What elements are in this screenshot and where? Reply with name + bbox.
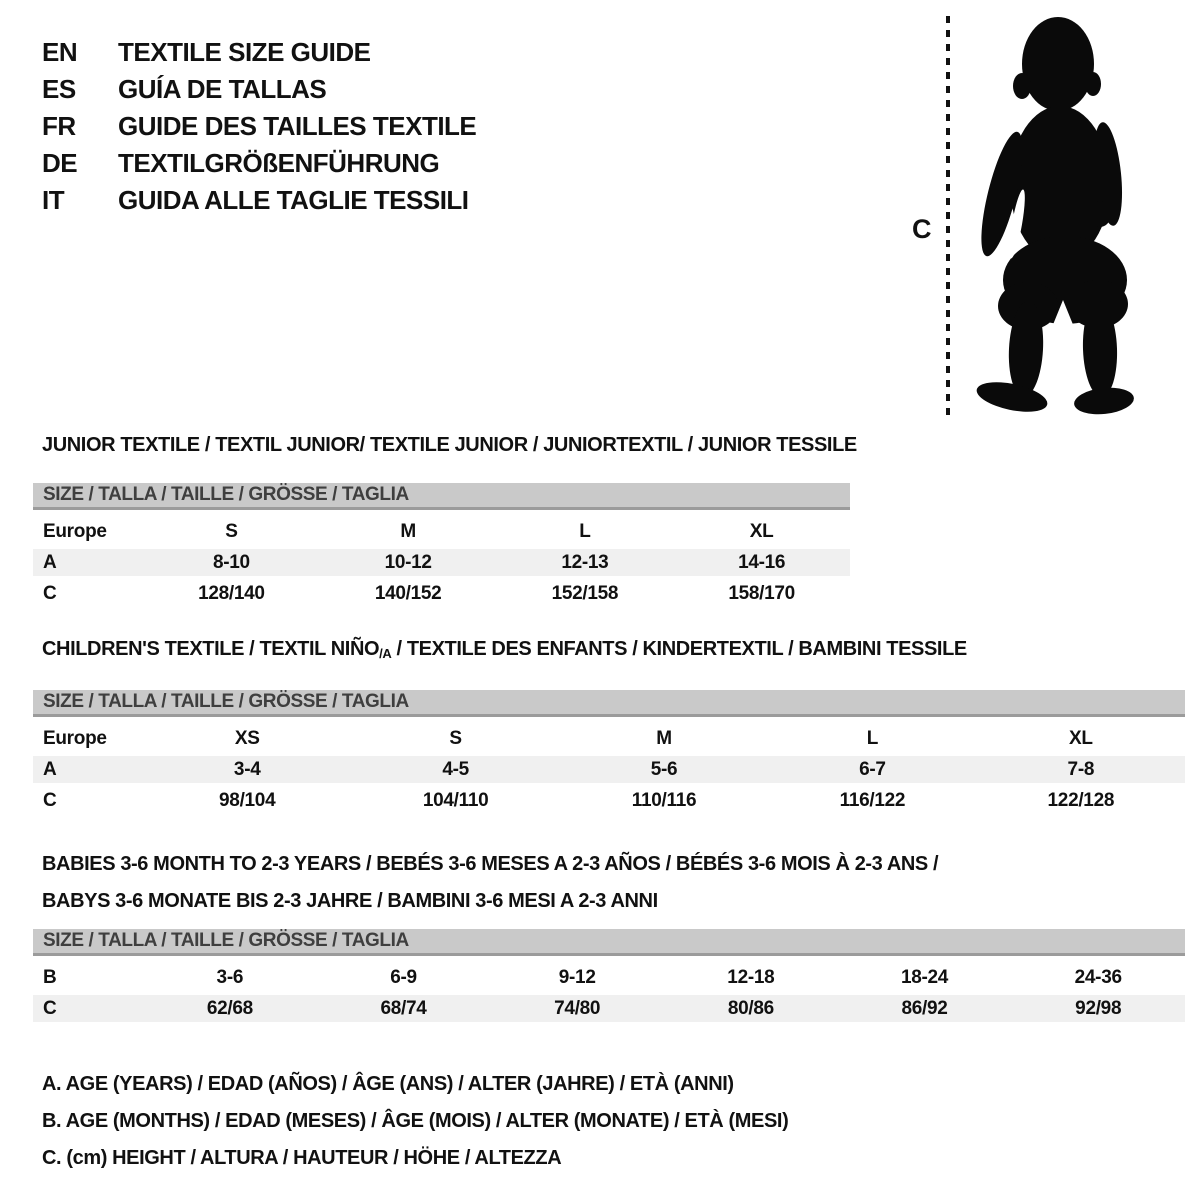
junior-section-title: JUNIOR TEXTILE / TEXTIL JUNIOR/ TEXTILE JUNIOR / JUNIORTEXTIL / JUNIOR TESSILE [42,434,857,456]
cell-value: 158/170 [728,582,795,604]
language-line-fr [42,108,476,145]
children-title-part2: / TEXTILE DES ENFANTS / KINDERTEXTIL / BAMBINI TESSILE [391,638,967,660]
size-header-bar: SIZE / TALLA / TAILLE / GRÖSSE / TAGLIA [33,483,850,510]
cell-value: 24-36 [1074,966,1122,988]
cell-value: 3-4 [233,758,261,780]
column-header-size: M [400,520,416,542]
cell-value: 128/140 [198,582,265,604]
size-header-bar: SIZE / TALLA / TAILLE / GRÖSSE / TAGLIA [33,690,1185,717]
cell-value: 14-16 [738,551,786,573]
language-title-list [42,34,476,219]
cell-value: 6-7 [859,758,886,780]
table-row-height [33,580,850,607]
cell-value: 98/104 [219,789,276,811]
cell-value: 116/122 [839,789,906,811]
language-title: TEXTILGRÖßENFÜHRUNG [118,148,440,178]
cell-value: 68/74 [380,997,427,1019]
children-title-part1: CHILDREN'S TEXTILE / TEXTIL NIÑO [42,638,380,660]
language-title: TEXTILE SIZE GUIDE [118,37,371,67]
column-header-size: L [579,520,591,542]
table-row-age [33,756,1185,783]
legend-notes [42,1066,788,1177]
language-line-en [42,34,476,71]
note-c: C. (cm) HEIGHT / ALTURA / HAUTEUR / HÖHE / ALTEZZA [42,1147,562,1169]
row-label: B [43,966,57,988]
cell-value: 12-13 [561,551,609,573]
table-row-age [33,549,850,576]
language-line-es [42,71,476,108]
children-title-sub: /A [379,646,392,661]
babies-size-table [33,929,1185,1026]
row-label: C [43,582,57,604]
table-row-height [33,995,1185,1022]
cell-value: 9-12 [558,966,596,988]
row-label: A [43,758,57,780]
table-row-age-months [33,964,1185,991]
cell-value: 122/128 [1047,789,1115,811]
cell-value: 74/80 [554,997,601,1019]
babies-title-line1: BABIES 3-6 MONTH TO 2-3 YEARS / BEBÉS 3-6 MESES A 2-3 AÑOS / BÉBÉS 3-6 MOIS À 2-3 ANS / [42,853,939,875]
cell-value: 6-9 [390,966,417,988]
table-row-height [33,787,1185,814]
row-label: C [43,789,57,811]
language-code: ES [42,74,76,104]
row-label: A [43,551,57,573]
column-header-size: XL [1068,727,1093,749]
cell-value: 18-24 [900,966,949,988]
note-b: B. AGE (MONTHS) / EDAD (MESES) / ÂGE (MOIS) / ALTER (MONATE) / ETÀ (MESI) [42,1110,789,1132]
language-line-de [42,145,476,182]
cell-value: 3-6 [216,966,244,988]
junior-size-table [33,483,850,611]
language-code: EN [42,37,78,67]
cell-value: 104/110 [422,789,489,811]
cell-value: 5-6 [650,758,678,780]
column-header-size: S [225,520,238,542]
language-line-it [42,182,476,219]
cell-value: 110/116 [631,789,697,811]
height-measure-dashed-line [946,16,950,418]
column-header-size: XL [749,520,774,542]
language-code: DE [42,148,78,178]
cell-value: 4-5 [442,758,469,780]
babies-title-line2: BABYS 3-6 MONATE BIS 2-3 JAHRE / BAMBINI 3-6 MESI A 2-3 ANNI [42,890,658,912]
table-column-header-row [33,518,850,545]
column-header-size: S [449,727,462,749]
table-column-header-row [33,725,1185,752]
language-title: GUÍA DE TALLAS [118,74,327,104]
children-size-table [33,690,1185,818]
language-code: FR [42,111,76,141]
cell-value: 80/86 [727,997,774,1019]
column-header-size: L [866,727,879,749]
column-header-region: Europe [43,520,107,542]
cell-value: 92/98 [1075,997,1122,1019]
baby-silhouette-icon [960,14,1138,416]
size-header-bar: SIZE / TALLA / TAILLE / GRÖSSE / TAGLIA [33,929,1185,956]
cell-value: 8-10 [212,551,250,573]
cell-value: 140/152 [374,582,442,604]
cell-value: 10-12 [384,551,432,573]
cell-value: 62/68 [206,997,253,1019]
column-header-size: XS [234,727,260,749]
children-section-title [42,638,967,661]
cell-value: 86/92 [901,997,948,1019]
column-header-size: M [656,727,672,749]
language-title: GUIDE DES TAILLES TEXTILE [118,111,477,141]
language-title: GUIDA ALLE TAGLIE TESSILI [118,185,469,215]
cell-value: 152/158 [551,582,619,604]
row-label: C [43,997,57,1019]
measure-label-c: C [912,214,932,244]
babies-section-title [42,846,938,920]
column-header-region: Europe [43,727,107,749]
language-code: IT [42,185,65,215]
cell-value: 7-8 [1067,758,1095,780]
note-a: A. AGE (YEARS) / EDAD (AÑOS) / ÂGE (ANS) / ALTER (JAHRE) / ETÀ (ANNI) [42,1073,734,1095]
cell-value: 12-18 [727,966,775,988]
